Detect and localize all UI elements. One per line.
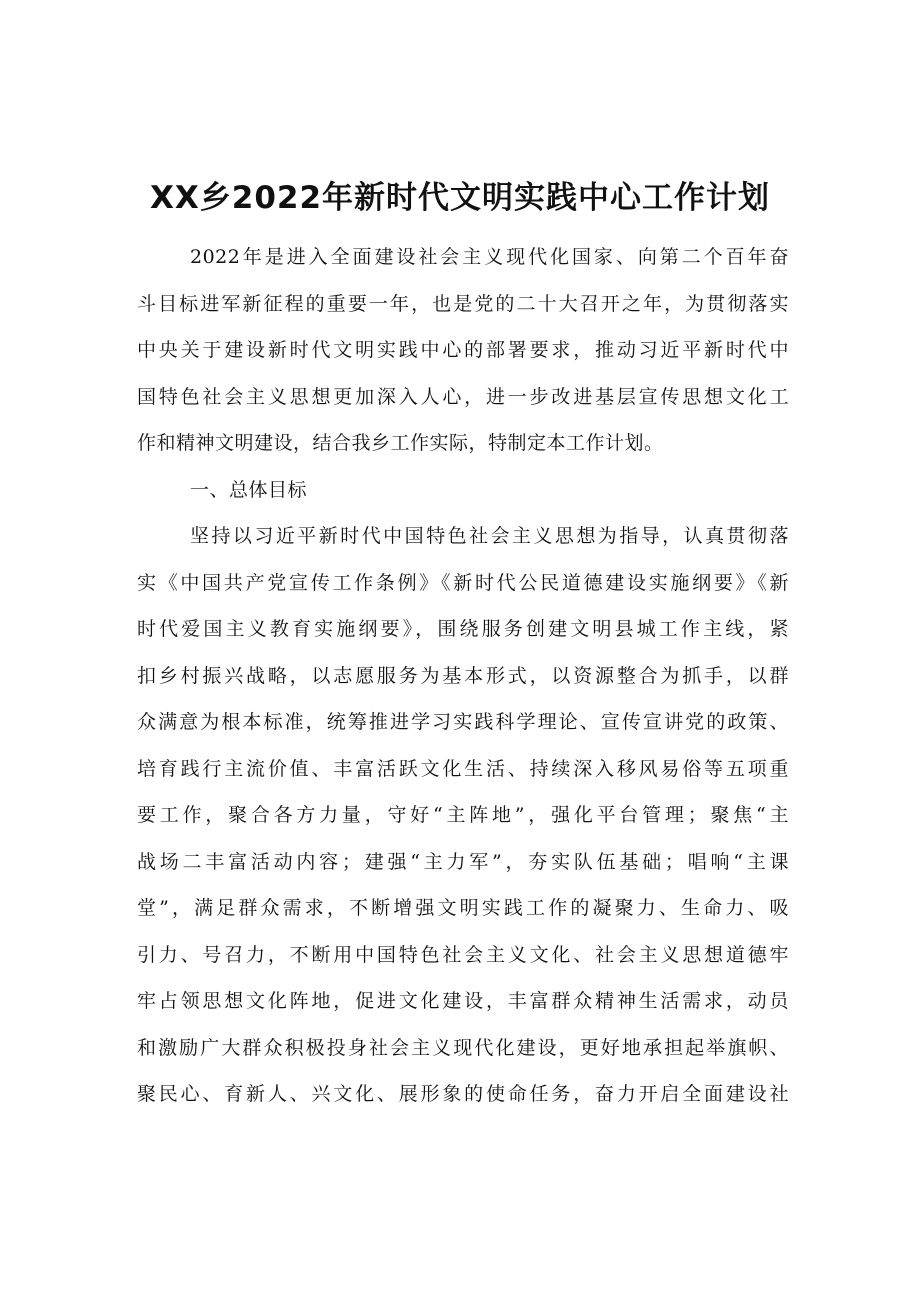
paragraph-line: 和激励广大群众积极投身社会主义现代化建设，更好地承担起举旗帜、 bbox=[137, 1036, 789, 1059]
paragraph-line: 作和精神文明建设，结合我乡工作实际，特制定本工作计划。 bbox=[137, 432, 664, 454]
document-body bbox=[137, 234, 789, 1118]
document-title: XX乡2022年新时代文明实践中心工作计划 bbox=[149, 180, 771, 216]
paragraph-line: 牢占领思想文化阵地，促进文化建设，丰富群众精神生活需求，动员 bbox=[137, 990, 789, 1012]
paragraph-line: 斗目标进军新征程的重要一年，也是党的二十大召开之年，为贯彻落实 bbox=[137, 292, 789, 315]
paragraph-line: 扣乡村振兴战略，以志愿服务为基本形式，以资源整合为抓手，以群 bbox=[137, 664, 789, 687]
paragraph-line: 众满意为根本标准，统筹推进学习实践科学理论、宣传宣讲党的政策、 bbox=[137, 711, 789, 733]
paragraph-line: 引力、号召力，不断用中国特色社会主义文化、社会主义思想道德牢 bbox=[137, 943, 789, 966]
paragraph-line: 培育践行主流价值、丰富活跃文化生活、持续深入移风易俗等五项重 bbox=[137, 757, 789, 780]
paragraph-line: 战场二丰富活动内容；建强“主力军”，夯实队伍基础；唱响“主课 bbox=[137, 850, 789, 873]
paragraph-line: 国特色社会主义思想更加深入人心，进一步改进基层宣传思想文化工 bbox=[137, 385, 789, 408]
paragraph-line: 中央关于建设新时代文明实践中心的部署要求，推动习近平新时代中 bbox=[137, 339, 789, 361]
section-heading: 一、总体目标 bbox=[190, 478, 308, 501]
paragraph-line: 坚持以习近平新时代中国特色社会主义思想为指导，认真贯彻落 bbox=[190, 525, 789, 547]
paragraph-line: 2022年是进入全面建设社会主义现代化国家、向第二个百年奋 bbox=[190, 246, 789, 268]
paragraph-line: 聚民心、育新人、兴文化、展形象的使命任务，奋力开启全面建设社 bbox=[137, 1083, 789, 1105]
paragraph-line: 时代爱国主义教育实施纲要》，围绕服务创建文明县城工作主线，紧 bbox=[137, 618, 789, 640]
paragraph-line: 要工作，聚合各方力量，守好“主阵地”，强化平台管理；聚焦“主 bbox=[137, 804, 789, 826]
paragraph-line: 堂”，满足群众需求，不断增强文明实践工作的凝聚力、生命力、吸 bbox=[137, 897, 789, 919]
paragraph-line: 实《中国共产党宣传工作条例》《新时代公民道德建设实施纲要》《新 bbox=[137, 571, 789, 594]
